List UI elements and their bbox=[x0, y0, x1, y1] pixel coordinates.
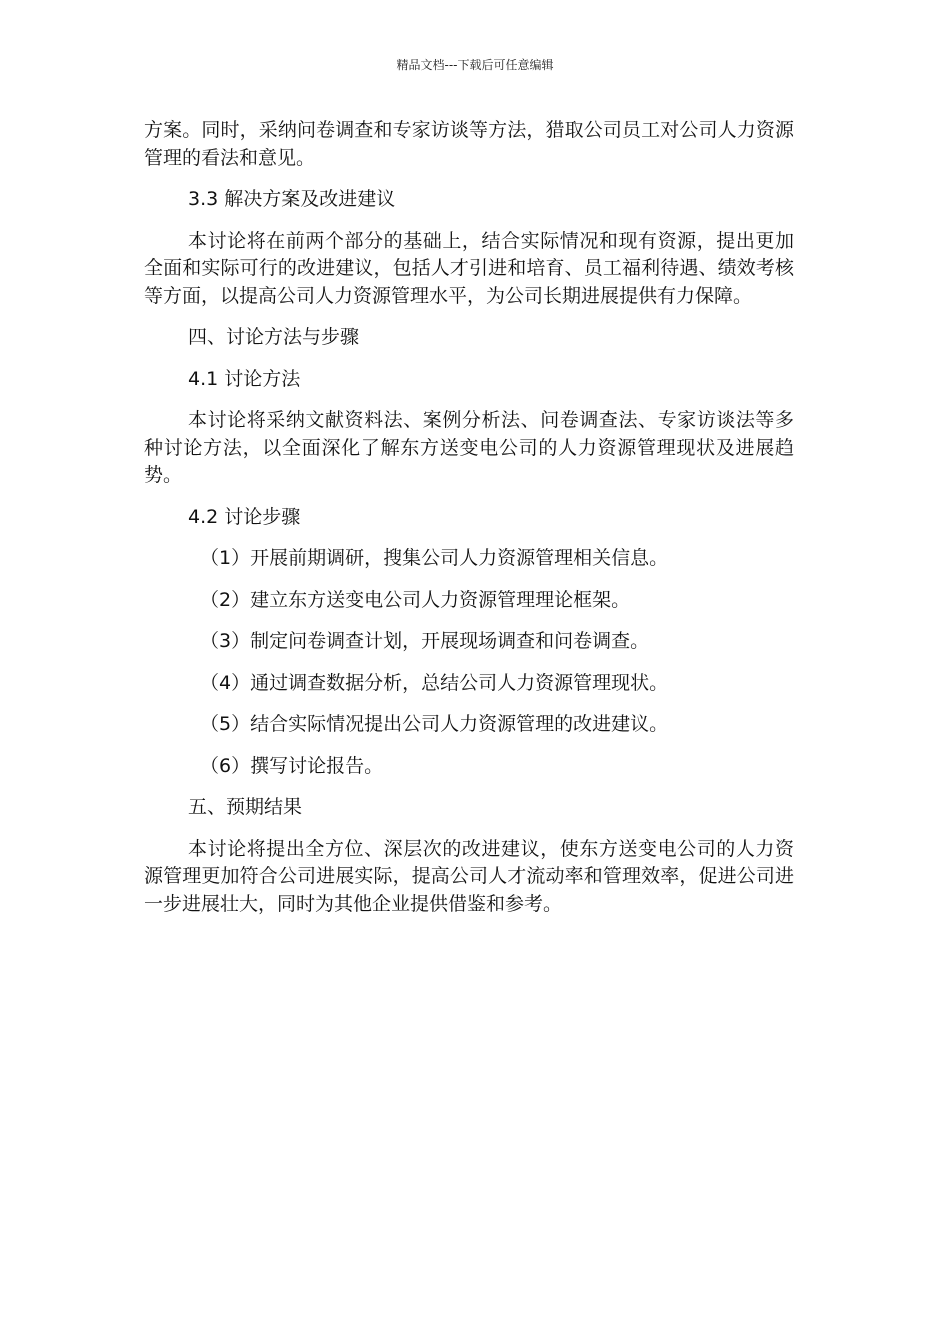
step-item-2: （2）建立东方送变电公司人力资源管理理论框架。 bbox=[200, 588, 631, 611]
step-item-6: （6）撰写讨论报告。 bbox=[200, 754, 384, 777]
section-heading-4-2: 4.2 讨论步骤 bbox=[188, 505, 301, 528]
section-heading-5: 五、预期结果 bbox=[188, 796, 303, 818]
step-item-1: （1）开展前期调研，搜集公司人力资源管理相关信息。 bbox=[200, 547, 669, 569]
document-body bbox=[144, 117, 794, 932]
paragraph-solutions: 本讨论将在前两个部分的基础上，结合实际情况和现有资源，提出更加全面和实际可行的改进建议，包括人才引进和培育、员工福利待遇、绩效考核等方面，以提高公司人力资源管理水平，为公司长期进展提供有力保障。 bbox=[144, 229, 794, 307]
step-item-4: （4）通过调查数据分析，总结公司人力资源管理现状。 bbox=[200, 671, 669, 694]
step-item-3: （3）制定问卷调查计划，开展现场调查和问卷调查。 bbox=[200, 630, 650, 652]
section-heading-4-1: 4.1 讨论方法 bbox=[188, 367, 301, 390]
step-item-5: （5）结合实际情况提出公司人力资源管理的改进建议。 bbox=[200, 713, 669, 735]
section-heading-3-3: 3.3 解决方案及改进建议 bbox=[188, 188, 396, 210]
page-header: 精品文档---下载后可任意编辑 bbox=[396, 58, 554, 72]
paragraph-methods: 本讨论将采纳文献资料法、案例分析法、问卷调查法、专家访谈法等多种讨论方法，以全面深化了解东方送变电公司的人力资源管理现状及进展趋势。 bbox=[144, 409, 794, 486]
paragraph-continuation: 方案。同时，采纳问卷调查和专家访谈等方法，猎取公司员工对公司人力资源管理的看法和意见。 bbox=[144, 119, 794, 169]
section-heading-4: 四、讨论方法与步骤 bbox=[188, 326, 360, 348]
paragraph-expected-results: 本讨论将提出全方位、深层次的改进建议，使东方送变电公司的人力资源管理更加符合公司进展实际，提高公司人才流动率和管理效率，促进公司进一步进展壮大，同时为其他企业提供借鉴和参考。 bbox=[144, 837, 794, 915]
